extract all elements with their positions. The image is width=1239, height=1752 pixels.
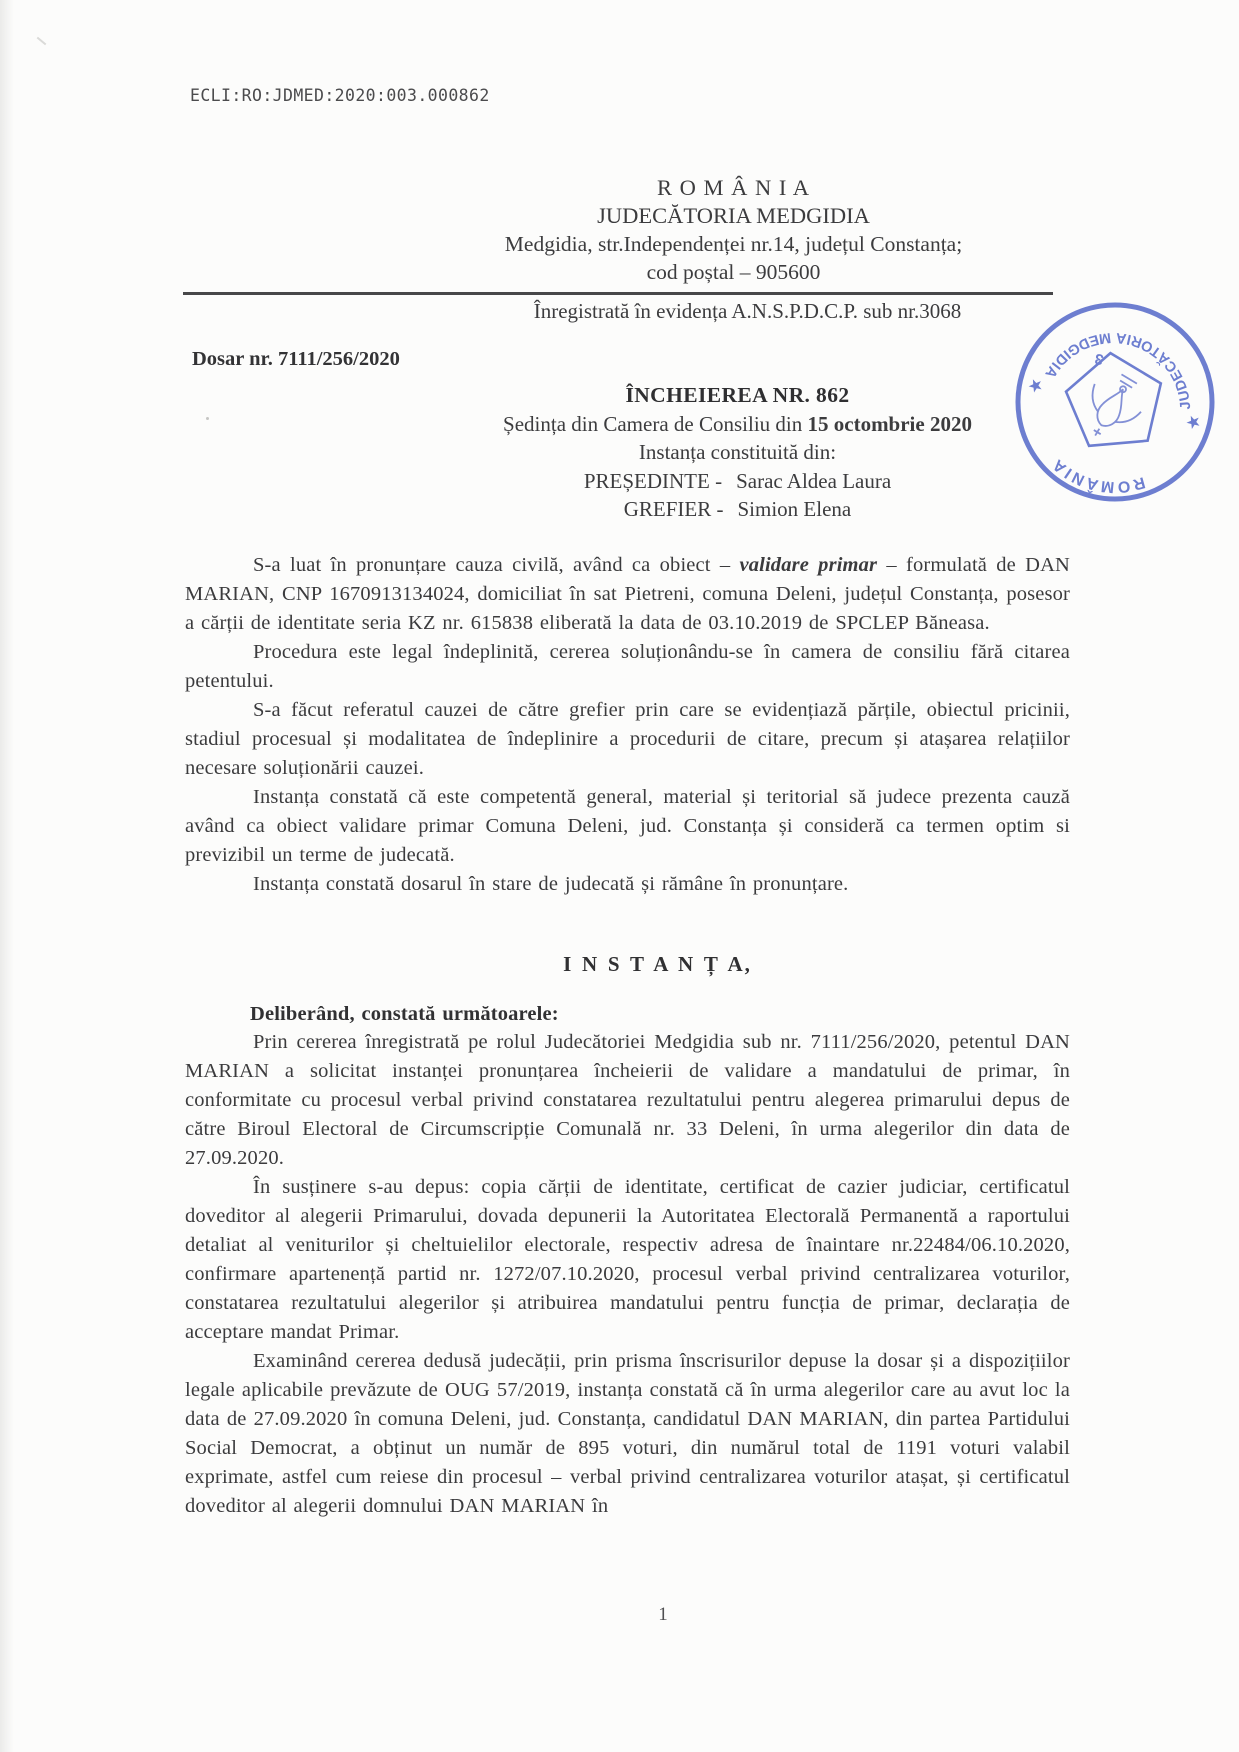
p1-pre: S-a luat în pronunțare cauza civilă, având ca obiect – bbox=[253, 554, 740, 576]
svg-text:JUDECĂTORIA MEDGIDIA bbox=[1040, 313, 1208, 413]
p1-post: – formulată de DAN MARIAN, CNP 1670913134024, domiciliat în sat Pietreni, comuna Deleni, județul Constanța, posesor a cărții de identitate seria KZ nr. 615838 eliberată la data de 03.10.2019 de SPCLEP Băneasa. bbox=[185, 554, 1070, 634]
clerk-label: GREFIER - bbox=[623, 497, 724, 521]
header-postal-code: cod poștal – 905600 bbox=[646, 260, 821, 284]
registration-note: Înregistrată în evidența A.N.S.P.D.C.P. sub nr.3068 bbox=[533, 299, 962, 323]
stamp-ring-text: JUDECĂTORIA MEDGIDIA bbox=[1040, 329, 1195, 411]
paragraph-evidence: În susținere s-au depus: copia cărții de identitate, certificat de cazier judiciar, certificatul doveditor al alegerii Primarului, dovada depunerii la Autoritatea Electorală Permanentă a raportului detaliat al veniturilor și cheltuielilor electorale, respectiv adresa de înaintare nr.22484/06.10.2020, confirmare apartenență partid nr. 1272/07.10.2020, procesul verbal privind centralizarea voturilor, constatarea rezultatului alegerilor și atribuirea mandatului pentru funcția de primar, declarația de acceptare mandat Primar. bbox=[185, 1176, 1070, 1343]
paragraph-referat: S-a făcut referatul cauzei de către grefier prin care se evidențiază părțile, obiectul pricinii, stadiul procesual și modalitatea de îndeplinire a procedurii de citare, precum și atașarea relațiilor necesare soluționării cauzei. bbox=[185, 699, 1070, 779]
header-divider bbox=[183, 292, 1053, 295]
case-number: Dosar nr. 7111/256/2020 bbox=[192, 348, 400, 370]
paragraph-examination: Examinând cererea dedusă judecății, prin prisma înscrisurilor depuse la dosar și a dispozițiilor legale aplicabile prevăzute de OUG 57/2019, instanța constată că în urma alegerilor care au avut loc la data de 27.09.2020 în comuna Deleni, jud. Constanța, candidatul DAN MARIAN, din partea Partidului Social Democrat, a obținut un număr de 895 voturi, din numărul total de 1191 voturi valabil exprimate, astfel cum reiese din procesul – verbal privind centralizarea voturilor atașat, și certificatul doveditor al alegerii domnului DAN MARIAN în bbox=[185, 1350, 1070, 1517]
decision-title: ÎNCHEIEREA NR. 862 bbox=[625, 383, 850, 407]
case-object-emphasis: validare primar bbox=[739, 554, 878, 576]
paragraph-object bbox=[185, 551, 1070, 638]
ecli-code: ECLI:RO:JDMED:2020:003.000862 bbox=[190, 86, 490, 105]
paragraph-competence: Instanța constată că este competentă general, material și teritorial să judece prezenta cauză având ca obiect validare primar Comuna Deleni, jud. Constanța și consideră ca termen optim si previzibil un terme de judecată. bbox=[185, 786, 1070, 866]
header-country: R O M Â N I A bbox=[656, 175, 810, 200]
decision-body bbox=[185, 551, 1070, 1521]
page-number: 1 bbox=[658, 1604, 668, 1625]
court-round-stamp-icon bbox=[1010, 297, 1220, 507]
header-court-name: JUDECĂTORIA MEDGIDIA bbox=[597, 203, 870, 228]
clerk-name: Simion Elena bbox=[737, 497, 852, 521]
paragraph-request: Prin cererea înregistrată pe rolul Judecătoriei Medgidia sub nr. 7111/256/2020, petentul DAN MARIAN a solicitat instanței pronunțarea încheierii de validare a mandatului de primar, în conformitate cu procesul verbal privind constatarea rezultatului pentru alegerea primarului depus de către Biroul Electoral de Circumscripție Comunală nr. 33 Deleni, în urma alegerilor din data de 27.09.2020. bbox=[185, 1031, 1070, 1169]
session-date: 15 octombrie 2020 bbox=[807, 411, 972, 436]
stamp-country-text: ROMÂNIA bbox=[1047, 454, 1147, 496]
court-header bbox=[185, 174, 1176, 286]
constitution-line: Instanța constituită din: bbox=[638, 440, 837, 464]
header-address: Medgidia, str.Independenței nr.14, județul Constanța; bbox=[504, 232, 963, 256]
session-text: Ședința din Camera de Consiliu din bbox=[503, 411, 808, 436]
instanta-heading: I N S T A N Ț A, bbox=[563, 952, 752, 976]
paragraph-pronuntare: Instanța constată dosarul în stare de judecată și rămâne în pronunțare. bbox=[253, 873, 849, 895]
paragraph-procedure: Procedura este legal îndeplinită, cererea soluționându-se în camera de consiliu fără citarea petentului. bbox=[185, 641, 1070, 692]
deliberand-line: Deliberând, constată următoarele: bbox=[250, 1003, 559, 1025]
star-icon bbox=[1185, 415, 1201, 430]
president-name: Sarac Aldea Laura bbox=[736, 468, 892, 493]
stamp-number: 3 bbox=[1093, 349, 1106, 369]
star-icon bbox=[1028, 379, 1044, 394]
president-label: PREȘEDINTE - bbox=[583, 468, 723, 493]
scan-speck bbox=[37, 37, 47, 46]
